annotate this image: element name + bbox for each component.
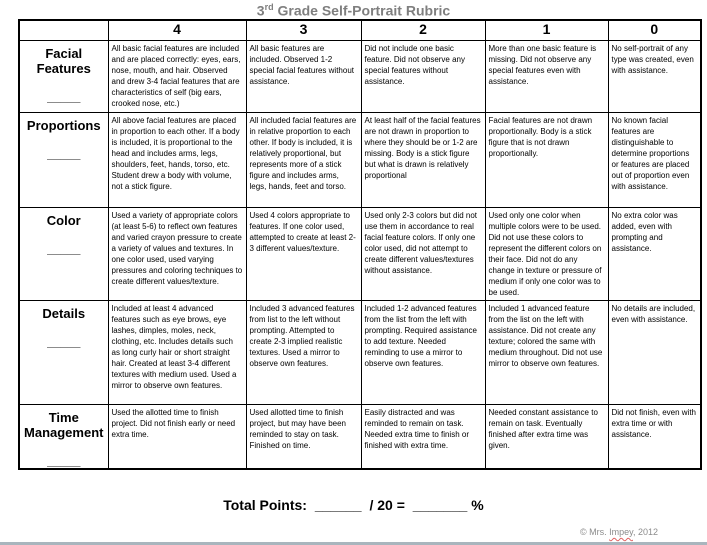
rubric-row-facial-features (19, 40, 701, 112)
rubric-cell: Easily distracted and was reminded to remain on task. Needed extra time to finish or finished with extra time. (361, 404, 485, 469)
rubric-cell: Needed constant assistance to remain on task. Eventually finished after extra time was given. (485, 404, 608, 469)
percent-blank: _______ (412, 496, 468, 513)
rubric-cell: Included at least 4 advanced features such as eye brows, eye lashes, dimples, moles, neck, clothing, etc. Includes details such as long curly hair or short straight hair. Created at least 3-4 different textures with medium used. Used a mirror to observe own features. (108, 300, 246, 404)
category-cell-facial-features (19, 40, 108, 112)
score-header-2: 2 (361, 20, 485, 40)
rubric-cell: Included 1-2 advanced features from the list from the left with prompting. Required assistance to add texture. Needed reminding to use a mirror to observe own features. (361, 300, 485, 404)
category-label: Details (42, 305, 86, 321)
rubric-cell: All basic facial features are included and are placed correctly: eyes, ears, nose, mouth, and hair. Observed and drew 3-4 facial features that are characteristics of self (big ears, crooked nose, etc.) (108, 40, 246, 112)
rubric-cell: Did not finish, even with extra time or with assistance. (608, 404, 701, 469)
score-blank-line: _____ (47, 146, 81, 161)
title-text: Grade Self-Portrait Rubric (273, 2, 451, 19)
rubric-cell: Included 1 advanced feature from the list on the left with assistance. Did not create any texture; colored the same with medium throughout. Did not use mirror to observe own features. (485, 300, 608, 404)
credit-name: Impey (609, 527, 633, 537)
total-points-line (0, 497, 707, 513)
rubric-cell: Included 3 advanced features from list to the left without prompting. Attempted to create 2-3 implied realistic textures. Used a mirror to observe own features. (246, 300, 361, 404)
category-label: Time Management (24, 409, 104, 440)
rubric-table (18, 19, 702, 470)
page-title (0, 0, 707, 19)
rubric-cell: All included facial features are in relative proportion to each other. If body is included, it is relatively proportional, but represents more of a stick figure and includes arms, legs, hands, feet and torso. (246, 112, 361, 207)
rubric-cell: No extra color was added, even with prompting and assistance. (608, 207, 701, 300)
category-label: Proportions (26, 117, 101, 133)
rubric-row-color (19, 207, 701, 300)
category-cell-color (19, 207, 108, 300)
category-label: Color (46, 212, 81, 228)
copyright-credit (580, 527, 658, 537)
corner-cell (19, 20, 108, 40)
score-header-row (19, 20, 701, 40)
category-label: Facial Features (36, 45, 91, 76)
rubric-cell: At least half of the facial features are not drawn in proportion to where they should be or 1-2 are missing. Body is a stick figure but what is drawn is relatively proportional (361, 112, 485, 207)
rubric-cell: Used only 2-3 colors but did not use them in accordance to real facial feature colors. If only one color used, did not attempt to create different values/textures without assistance. (361, 207, 485, 300)
rubric-cell: No self-portrait of any type was created, even with assistance. (608, 40, 701, 112)
credit-suffix: , 2012 (632, 527, 658, 537)
title-grade-number: 3 (256, 2, 265, 19)
score-header-1: 1 (485, 20, 608, 40)
score-header-3: 3 (246, 20, 361, 40)
rubric-cell: No known facial features are distinguishable to determine proportions or features are placed out of proportion even with assistance. (608, 112, 701, 207)
total-points-blank: ______ (314, 496, 362, 513)
percent-sign: % (471, 496, 484, 513)
rubric-cell: Used the allotted time to finish project. Did not finish early or need extra time. (108, 404, 246, 469)
rubric-cell: All basic features are included. Observed 1-2 special facial features without assistance. (246, 40, 361, 112)
total-points-denominator: / 20 = (369, 496, 405, 513)
rubric-cell: No details are included, even with assistance. (608, 300, 701, 404)
score-blank-line: _____ (47, 241, 81, 256)
rubric-row-details (19, 300, 701, 404)
rubric-row-proportions (19, 112, 701, 207)
rubric-cell: Did not include one basic feature. Did not observe any special features without assistance. (361, 40, 485, 112)
rubric-cell: Used allotted time to finish project, but may have been reminded to stay on task. Finished on time. (246, 404, 361, 469)
rubric-row-time-management (19, 404, 701, 469)
rubric-cell: More than one basic feature is missing. Did not observe any special features even with assistance. (485, 40, 608, 112)
score-blank-line: _____ (47, 89, 81, 104)
rubric-cell: Used only one color when multiple colors were to be used. Did not use these colors to represent the different colors on their face. Did not do any change in texture or pressure of medium if only one color was to be used. (485, 207, 608, 300)
category-cell-details (19, 300, 108, 404)
score-header-0: 0 (608, 20, 701, 40)
rubric-cell: Facial features are not drawn proportionally. Body is a stick figure that is not drawn proportionally. (485, 112, 608, 207)
score-blank-line: _____ (47, 453, 81, 468)
credit-prefix: © Mrs. (579, 527, 610, 537)
score-blank-line: _____ (47, 334, 81, 349)
rubric-cell: Used 4 colors appropriate to features. If one color used, attempted to create at least 2-3 different values/texture. (246, 207, 361, 300)
category-cell-time-management (19, 404, 108, 469)
title-ordinal-suffix: rd (264, 2, 274, 12)
total-points-label: Total Points: (223, 496, 307, 513)
category-cell-proportions (19, 112, 108, 207)
rubric-cell: All above facial features are placed in proportion to each other. If a body is included, it is proportional to the head and includes arms, legs, shoulders, feet, hands, torso, etc. Student drew a body with volume, not a stick figure. (108, 112, 246, 207)
rubric-cell: Used a variety of appropriate colors (at least 5-6) to reflect own features and varied crayon pressure to create a variety of values and textures. In one color used, used varying pressures and coloring techniques to create different values/texture. (108, 207, 246, 300)
score-header-4: 4 (108, 20, 246, 40)
